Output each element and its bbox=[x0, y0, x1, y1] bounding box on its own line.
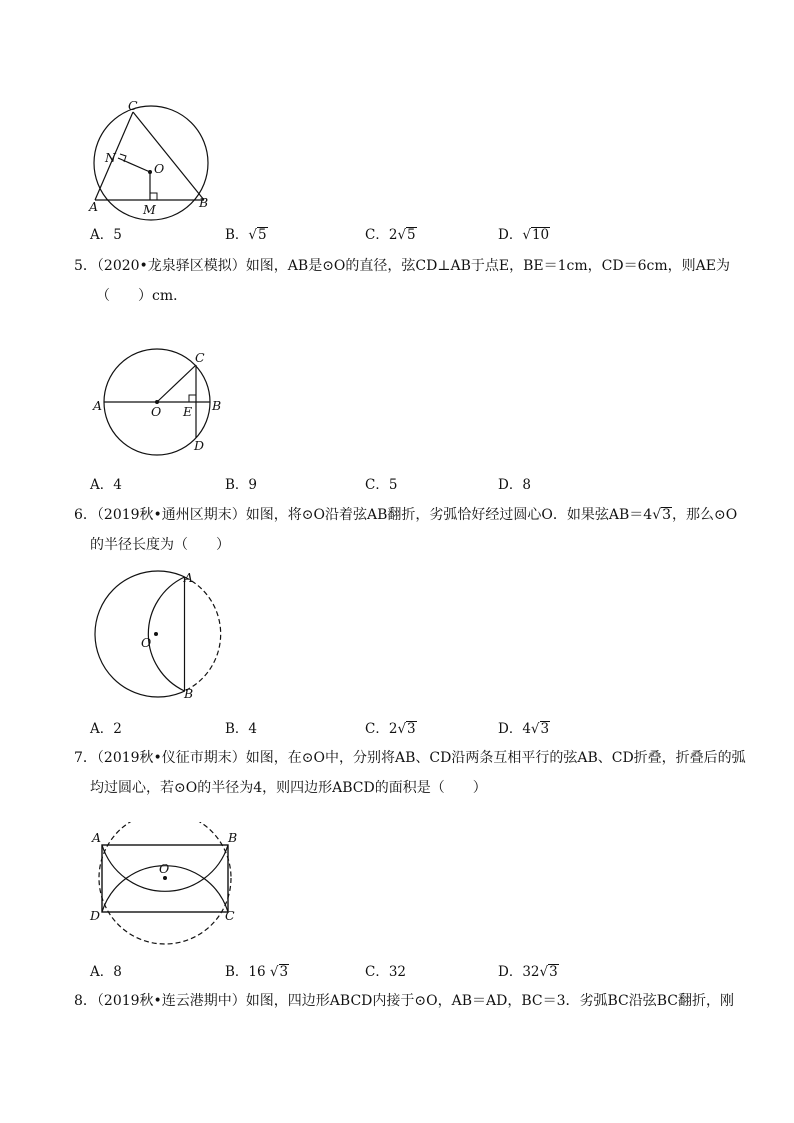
option-letter: A． bbox=[90, 227, 114, 243]
option-value: 8 bbox=[522, 477, 531, 493]
sqrt-sign: √ bbox=[269, 964, 279, 980]
option-letter: D． bbox=[498, 721, 523, 737]
coefficient: 4 bbox=[522, 721, 531, 737]
q4-figure bbox=[82, 96, 222, 226]
q6-center-dot bbox=[154, 632, 158, 636]
option-value: 5 bbox=[113, 227, 122, 243]
q6-label-o: O bbox=[141, 635, 152, 650]
q6-figure bbox=[88, 570, 228, 700]
q7-option-b bbox=[225, 960, 289, 980]
q7-option-c bbox=[365, 960, 406, 980]
sqrt-sign: √ bbox=[248, 227, 258, 243]
q7-stem-line1: 7．（2019秋•仪征市期末）如图，在⊙O中，分别将AB、CD沿两条互相平行的弦AB、CD折叠，折叠后的弧 bbox=[74, 750, 746, 766]
option-letter: A． bbox=[90, 721, 114, 737]
q4-option-a bbox=[90, 223, 122, 243]
coefficient: 16 bbox=[248, 964, 270, 980]
q4-option-c bbox=[365, 223, 417, 243]
q7-label-b: B bbox=[228, 830, 238, 845]
sqrt-sign: √ bbox=[539, 964, 549, 980]
q5-label-c: C bbox=[195, 350, 205, 365]
q7-stem-line2: 均过圆心，若⊙O的半径为4，则四边形ABCD的面积是（ ） bbox=[90, 780, 487, 796]
radicand: 10 bbox=[531, 227, 550, 243]
sqrt-sign: √ bbox=[522, 227, 531, 243]
q7-figure bbox=[88, 822, 248, 952]
q4-label-c: C bbox=[128, 98, 138, 113]
option-letter: D． bbox=[498, 227, 523, 243]
option-letter: A． bbox=[90, 964, 114, 980]
radicand: 3 bbox=[407, 721, 416, 737]
q5-option-a bbox=[90, 473, 122, 493]
q4-center-dot bbox=[148, 170, 152, 174]
option-value: 32 bbox=[388, 964, 407, 980]
q6-label-b: B bbox=[184, 686, 194, 700]
q4-segment-on bbox=[118, 158, 150, 172]
option-value: 9 bbox=[248, 477, 258, 493]
q5-right-angle-e bbox=[189, 395, 196, 402]
q6-stem-line2: 的半径长度为（ ） bbox=[90, 537, 230, 553]
q5-stem-line2: （ ）cm． bbox=[96, 288, 188, 304]
q5-label-o: O bbox=[151, 404, 162, 419]
option-value: 2 bbox=[113, 721, 122, 737]
q7-option-d bbox=[498, 960, 559, 980]
q7-label-d: D bbox=[90, 908, 101, 923]
q4-option-b bbox=[225, 223, 268, 243]
option-value: 8 bbox=[113, 964, 122, 980]
q6-option-c bbox=[365, 717, 417, 737]
q5-label-d: D bbox=[194, 438, 205, 453]
option-letter: C． bbox=[365, 721, 389, 737]
q6-folded-arc bbox=[148, 577, 184, 691]
option-value: 4 bbox=[113, 477, 122, 493]
q6-option-a bbox=[90, 717, 122, 737]
q7-label-o: O bbox=[159, 861, 170, 876]
q5-label-b: B bbox=[212, 398, 222, 413]
radicand: 3 bbox=[279, 964, 289, 980]
option-letter: C． bbox=[365, 964, 389, 980]
radicand: 3 bbox=[540, 721, 550, 737]
option-letter: B． bbox=[225, 477, 249, 493]
q5-option-d bbox=[498, 473, 531, 493]
sqrt-sign: √ bbox=[397, 227, 407, 243]
q5-label-a: A bbox=[93, 398, 103, 413]
option-value: 4 bbox=[248, 721, 258, 737]
option-letter: C． bbox=[365, 227, 389, 243]
q5-figure bbox=[90, 348, 230, 458]
q6-stem-part: ，那么⊙O bbox=[672, 507, 738, 523]
q7-circle-dashed bbox=[99, 822, 231, 944]
coefficient: 2 bbox=[388, 721, 398, 737]
q6-stem-line1 bbox=[74, 500, 737, 530]
q5-option-b bbox=[225, 473, 257, 493]
q5-option-c bbox=[365, 473, 397, 493]
q6-option-b bbox=[225, 717, 257, 737]
q7-center-dot bbox=[163, 876, 167, 880]
q4-label-b: B bbox=[199, 195, 209, 210]
q4-label-o: O bbox=[154, 161, 165, 176]
q6-mask bbox=[185, 570, 228, 700]
radicand: 3 bbox=[662, 507, 672, 523]
q5-stem-line1: 5．（2020•龙泉驿区模拟）如图，AB是⊙O的直径，弦CD⊥AB于点E，BE＝1cm，CD＝6cm，则AE为 bbox=[74, 258, 730, 274]
option-letter: B． bbox=[225, 227, 249, 243]
q4-label-n: N bbox=[105, 150, 116, 165]
sqrt-sign: √ bbox=[530, 721, 540, 737]
q7-label-c: C bbox=[225, 908, 235, 923]
option-letter: C． bbox=[365, 477, 389, 493]
radicand: 5 bbox=[407, 227, 416, 243]
option-letter: D． bbox=[498, 477, 523, 493]
q4-option-d bbox=[498, 223, 550, 243]
q7-label-a: A bbox=[92, 830, 102, 845]
option-letter: B． bbox=[225, 964, 249, 980]
radicand: 5 bbox=[258, 227, 267, 243]
q5-radius-oc bbox=[157, 365, 196, 402]
q7-option-a bbox=[90, 960, 122, 980]
sqrt-sign: √ bbox=[652, 507, 662, 523]
q4-label-m: M bbox=[143, 202, 156, 217]
q4-label-a: A bbox=[89, 199, 99, 214]
coefficient: 2 bbox=[388, 227, 398, 243]
q5-label-e: E bbox=[183, 404, 193, 419]
option-letter: B． bbox=[225, 721, 249, 737]
q6-label-a: A bbox=[184, 570, 194, 585]
q8-stem-line1: 8．（2019秋•连云港期中）如图，四边形ABCD内接于⊙O，AB＝AD，BC＝3．劣弧BC沿弦BC翻折，刚 bbox=[74, 993, 735, 1009]
option-letter: D． bbox=[498, 964, 523, 980]
q6-option-d bbox=[498, 717, 550, 737]
q4-right-angle-m bbox=[150, 193, 157, 200]
radicand: 3 bbox=[549, 964, 558, 980]
option-value: 5 bbox=[388, 477, 398, 493]
sqrt-sign: √ bbox=[397, 721, 407, 737]
option-letter: A． bbox=[90, 477, 114, 493]
q6-stem-part: 6．（2019秋•通州区期末）如图，将⊙O沿着弦AB翻折，劣弧恰好经过圆心O．如果弦AB＝4 bbox=[74, 507, 653, 523]
coefficient: 32 bbox=[522, 964, 540, 980]
